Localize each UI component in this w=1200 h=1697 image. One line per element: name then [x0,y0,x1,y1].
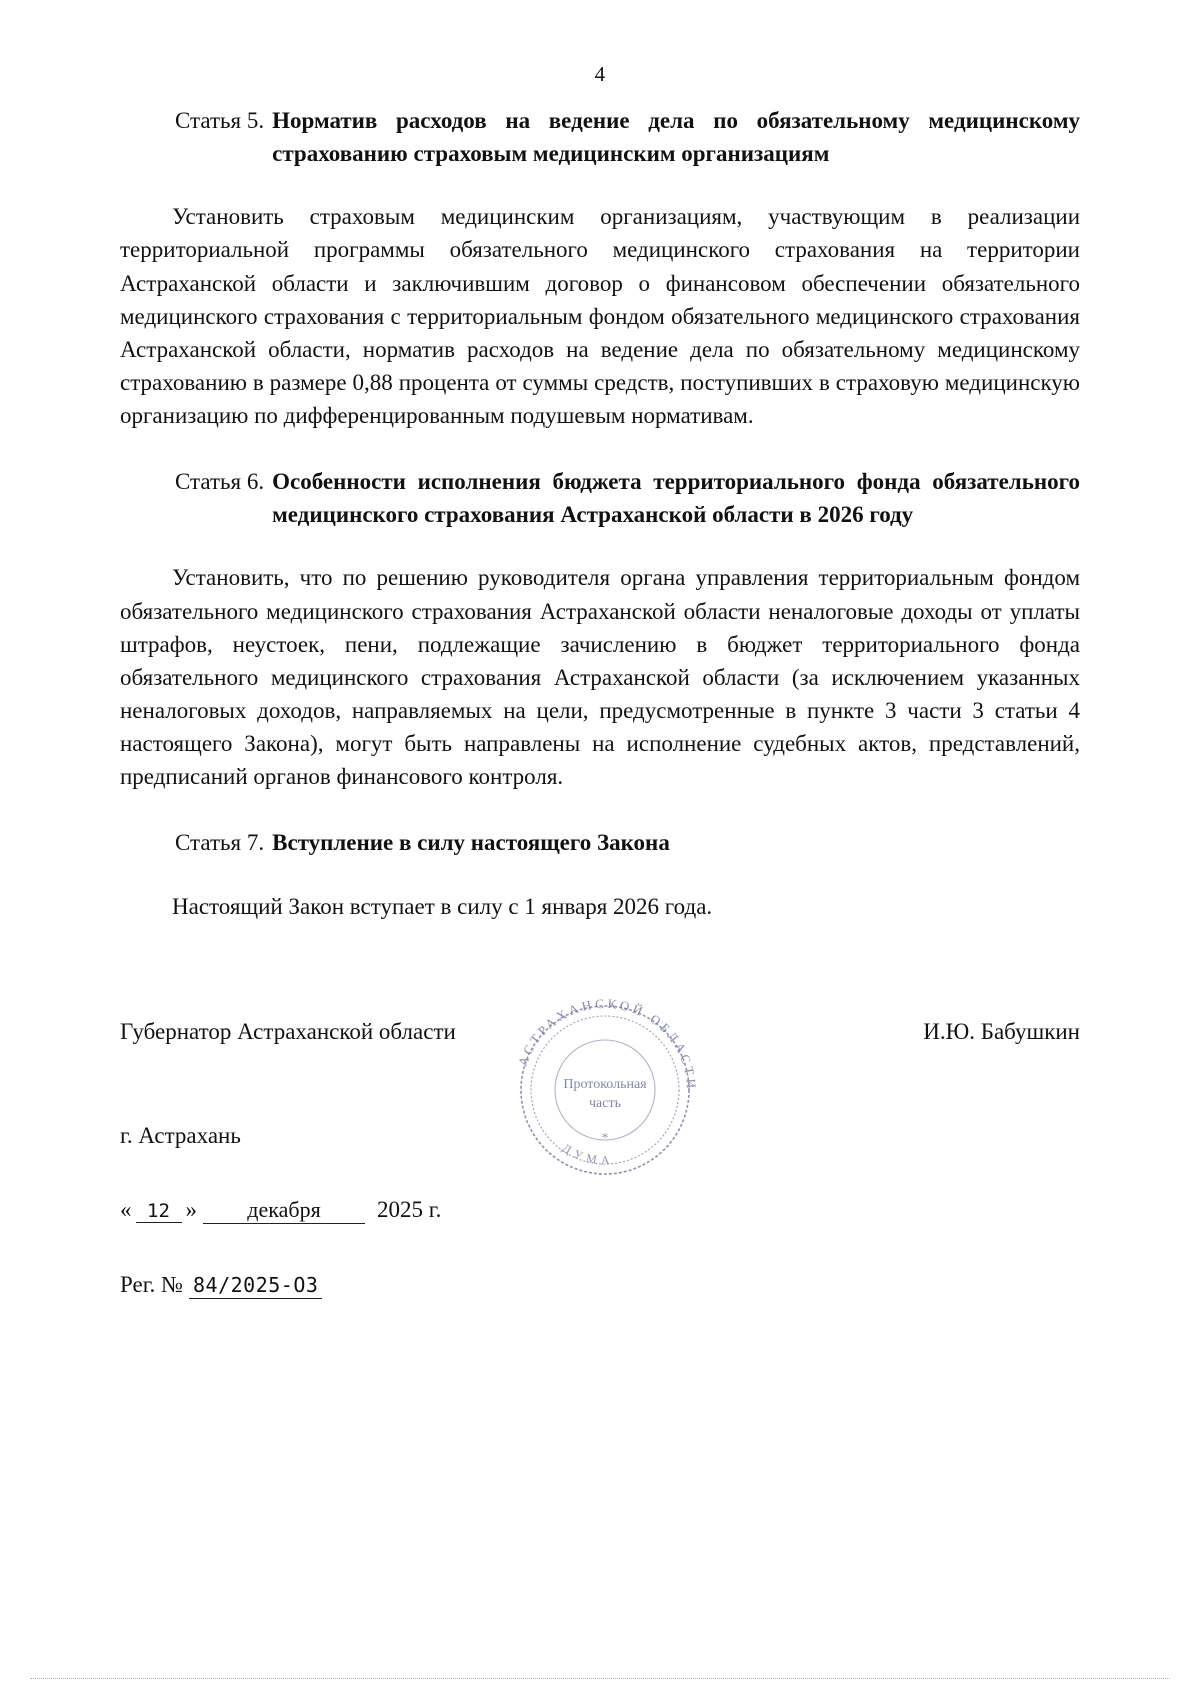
signatory-name: И.Ю. Бабушкин [923,1018,1080,1044]
signature-row [120,1019,1080,1045]
spacer [120,793,1080,827]
quote-close: » [185,1196,197,1222]
article-label-5: Статья 5. [175,108,265,133]
date-line [120,1197,1080,1224]
article-body-7: Настоящий Закон вступает в силу с 1 января 2026 года. [172,893,713,919]
signatory-position: Губернатор Астраханской области [120,1018,456,1044]
registration-line [120,1272,1080,1299]
article-heading-5 [120,105,1080,170]
article-heading-7 [120,827,1080,860]
registration-number: 84/2025-ОЗ [189,1273,322,1299]
footer-divider [30,1678,1170,1679]
city-line: г. Астрахань [120,1122,241,1148]
svg-text:часть: часть [589,1096,621,1111]
svg-text:Протокольная: Протокольная [563,1077,647,1092]
article-label-7: Статья 7. [175,830,265,856]
date-day: 12 [136,1200,182,1223]
spacer [120,432,1080,466]
article-body-5: Установить страховым медицинским организациям, участвующим в реализации территориальной программы обязательного медицинского страхования на территории Астраханской области и заключившим договор о финансовом обеспечении обязательного медицинского страхования с территориальным фондом обязательного медицинского страхования Астраханской области, норматив расходов на ведение дела по обязательному медицинскому страхованию в размере 0,88 процента от суммы средств, поступивших в страховую медицинскую организацию по дифференцированным подушевым нормативам. [120,204,1080,428]
article-title-7: Вступление в силу настоящего Закона [272,830,670,856]
page-number: 4 [594,62,606,86]
registration-label: Рег. № [120,1271,183,1297]
article-title-6: Особенности исполнения бюджета территориального фонда обязательного медицинского страхования Астраханской области в 2026 году [272,469,1080,527]
svg-text:*: * [601,1131,609,1146]
svg-text:ДУМА: ДУМА [559,1140,615,1168]
svg-text:АСТРАХАНСКОЙ ОБЛАСТИ: АСТРАХАНСКОЙ ОБЛАСТИ [514,995,700,1092]
article-body-6: Установить, что по решению руководителя органа управления территориальным фондом обязательного медицинского страхования Астраханской области неналоговые доходы от уплаты штрафов, неустоек, пени, подлежащие зачислению в бюджет территориального фонда обязательного медицинского страхования Астраханской области (за исключением указанных неналоговых доходов, направляемых на цели, предусмотренные в пункте 3 части 3 статьи 4 настоящего Закона), могут быть направлены на исполнение судебных актов, представлений, предписаний органов финансового контроля. [120,565,1080,790]
date-month: декабря [203,1197,365,1224]
article-label-6: Статья 6. [175,469,265,495]
article-title-5: Норматив расходов на ведение дела по обязательному медицинскому страхованию страховым медицинским организациям [272,108,1080,166]
article-heading-6 [120,466,1080,531]
document-body [120,105,1080,1299]
date-year: 2025 г. [377,1196,442,1222]
quote-open: « [120,1196,132,1222]
